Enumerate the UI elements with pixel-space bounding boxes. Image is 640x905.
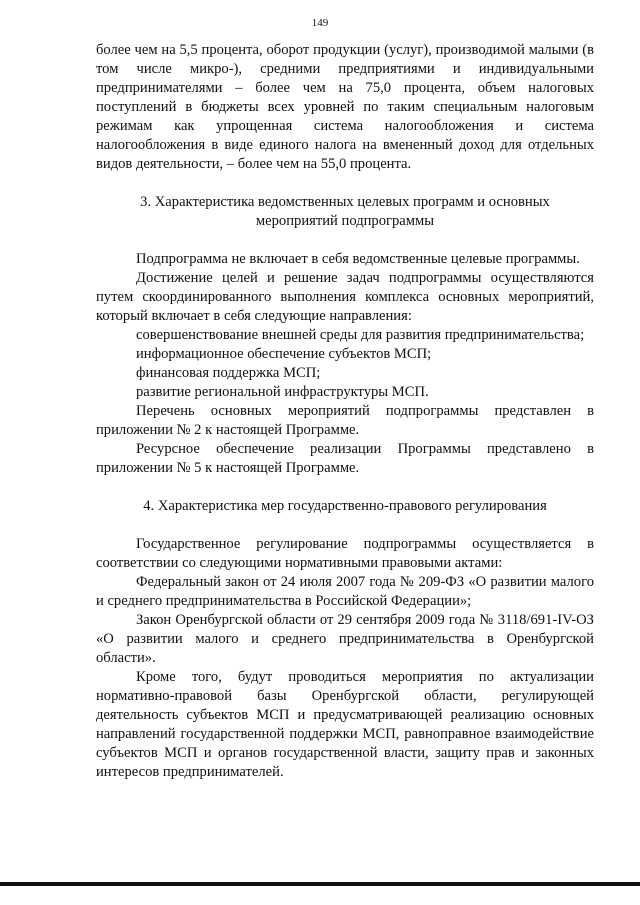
document-body [96, 41, 594, 782]
section-4-paragraph: Кроме того, будут проводиться мероприятия по актуализации нормативно-правовой базы Оренбургской области, регулирующей деятельность субъектов МСП и предусматривающей реализацию основных направлений государственной поддержки МСП, равноправное взаимодействие субъектов МСП и органов государственной власти, защиту прав и законных интересов предпринимателей. [96, 669, 594, 780]
bottom-rule [0, 882, 640, 886]
section-4-paragraph: Государственное регулирование подпрограммы осуществляется в соответствии со следующими нормативными правовыми актами: [96, 536, 594, 571]
section-4-paragraph: Федеральный закон от 24 июля 2007 года № 209-ФЗ «О развитии малого и среднего предпринимательства в Российской Федерации»; [96, 574, 594, 609]
section-3-paragraph: Ресурсное обеспечение реализации Программы представлено в приложении № 5 к настоящей Программе. [96, 441, 594, 476]
spacer [96, 231, 594, 250]
spacer [96, 516, 594, 535]
section-3-paragraph: Подпрограмма не включает в себя ведомственные целевые программы. [136, 251, 580, 267]
intro-paragraph: более чем на 5,5 процента, оборот продукции (услуг), производимой малыми (в том числе микро-), средними предприятиями и индивидуальными предпринимателями – более чем на 75,0 процента, объем налоговых поступлений в бюджеты всех уровней по таким специальным налоговым режимам как упрощенная система налогообложения и система налогообложения в виде единого налога на вмененный доход для отдельных видов деятельности, – более чем на 55,0 процента. [96, 42, 594, 172]
spacer [96, 478, 594, 497]
section-4-paragraph: Закон Оренбургской области от 29 сентября 2009 года № 3118/691-IV-ОЗ «О развитии малого и среднего предпринимательства в Оренбургской области». [96, 612, 594, 666]
section-4-heading: 4. Характеристика мер государственно-правового регулирования [143, 498, 547, 514]
section-3-list-item: совершенствование внешней среды для развития предпринимательства; [136, 327, 585, 343]
section-3-list-item: развитие региональной инфраструктуры МСП. [136, 384, 429, 400]
section-3-heading: 3. Характеристика ведомственных целевых программ и основных мероприятий подпрограммы [140, 194, 550, 229]
section-3-paragraph: Достижение целей и решение задач подпрограммы осуществляются путем скоординированного выполнения комплекса основных мероприятий, который включает в себя следующие направления: [96, 270, 594, 324]
spacer [96, 174, 594, 193]
page-number: 149 [311, 17, 329, 29]
section-3-paragraph: Перечень основных мероприятий подпрограммы представлен в приложении № 2 к настоящей Программе. [96, 403, 594, 438]
section-3-list-item: финансовая поддержка МСП; [136, 365, 321, 381]
section-3-list-item: информационное обеспечение субъектов МСП; [136, 346, 432, 362]
